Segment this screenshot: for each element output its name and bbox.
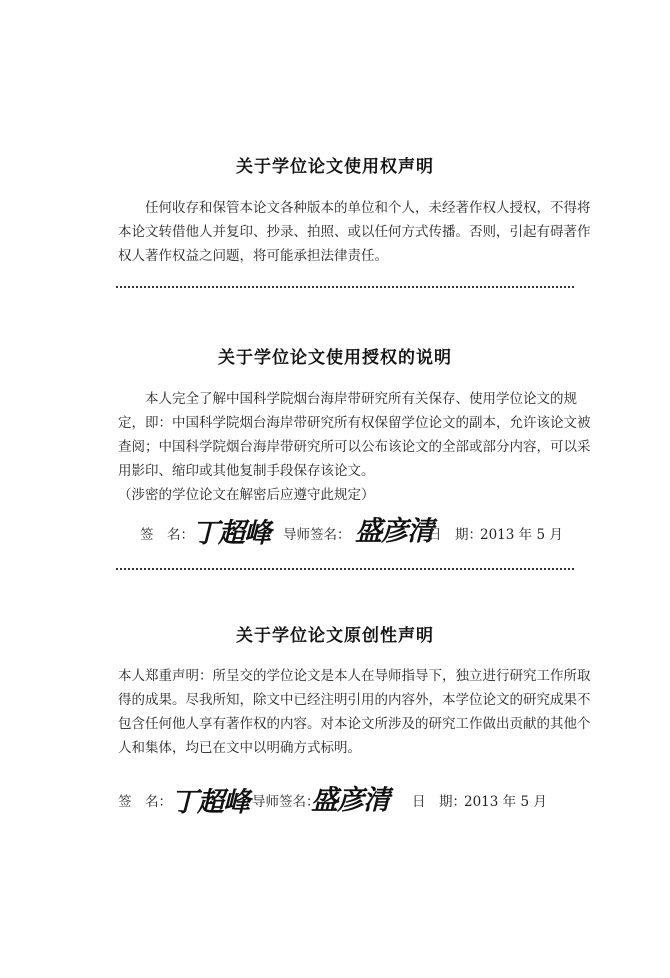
date-label: 日 期： [428, 527, 482, 543]
section-title-originality: 关于学位论文原创性声明 [236, 626, 434, 646]
author-signature: 丁超峰 [190, 518, 277, 549]
sign-label: 签 名： [140, 527, 194, 543]
date-value: 2013 年 5 月 [464, 794, 547, 810]
usage-rights-paragraph [118, 196, 591, 268]
advisor-sign-label: 导师签名： [252, 794, 320, 810]
paragraph-line: 本论文转借他人并复印、抄录、拍照、或以任何方式传播。否则，引起有碍著作 [118, 224, 591, 240]
signature-row [118, 780, 578, 820]
advisor-sign-label: 导师签名： [283, 527, 351, 543]
paragraph-line: 包含任何他人享有著作权的内容。对本论文所涉及的研究工作做出贡献的其他个 [118, 716, 591, 732]
paragraph-line: 用影印、缩印或其他复制手段保存该论文。 [118, 463, 375, 479]
section-divider [116, 568, 574, 570]
paragraph-line: 任何收存和保管本论文各种版本的单位和个人，未经著作权人授权，不得将 [145, 200, 591, 216]
paragraph-line: 本人郑重声明：所呈交的学位论文是本人在导师指导下，独立进行研究工作所取 [118, 668, 591, 684]
paragraph-line: 人和集体，均已在文中以明确方式标明。 [118, 740, 361, 756]
paragraph-note: （涉密的学位论文在解密后应遵守此规定） [118, 487, 375, 503]
signature-row [140, 513, 580, 553]
advisor-signature: 盛彦清 [353, 516, 440, 547]
paragraph-line: 得的成果。尽我所知，除文中已经注明引用的内容外，本学位论文的研究成果不 [118, 692, 591, 708]
author-signature: 丁超峰 [169, 787, 256, 818]
date-value: 2013 年 5 月 [480, 527, 563, 543]
paragraph-line: 定，即：中国科学院烟台海岸带研究所有权保留学位论文的副本，允许该论文被 [118, 415, 591, 431]
authorization-paragraph [118, 387, 591, 507]
advisor-signature: 盛彦清 [309, 785, 396, 816]
date-label: 日 期： [412, 794, 466, 810]
section-title-authorization: 关于学位论文使用授权的说明 [218, 348, 452, 368]
paragraph-line: 本人完全了解中国科学院烟台海岸带研究所有关保存、使用学位论文的规 [145, 391, 577, 407]
section-title-usage-rights: 关于学位论文使用权声明 [236, 157, 434, 177]
paragraph-line: 权人著作权益之问题，将可能承担法律责任。 [118, 248, 388, 264]
sign-label: 签 名： [118, 794, 172, 810]
section-divider [116, 286, 574, 288]
originality-paragraph [118, 664, 591, 760]
paragraph-line: 查阅；中国科学院烟台海岸带研究所可以公布该论文的全部或部分内容，可以采 [118, 439, 591, 455]
